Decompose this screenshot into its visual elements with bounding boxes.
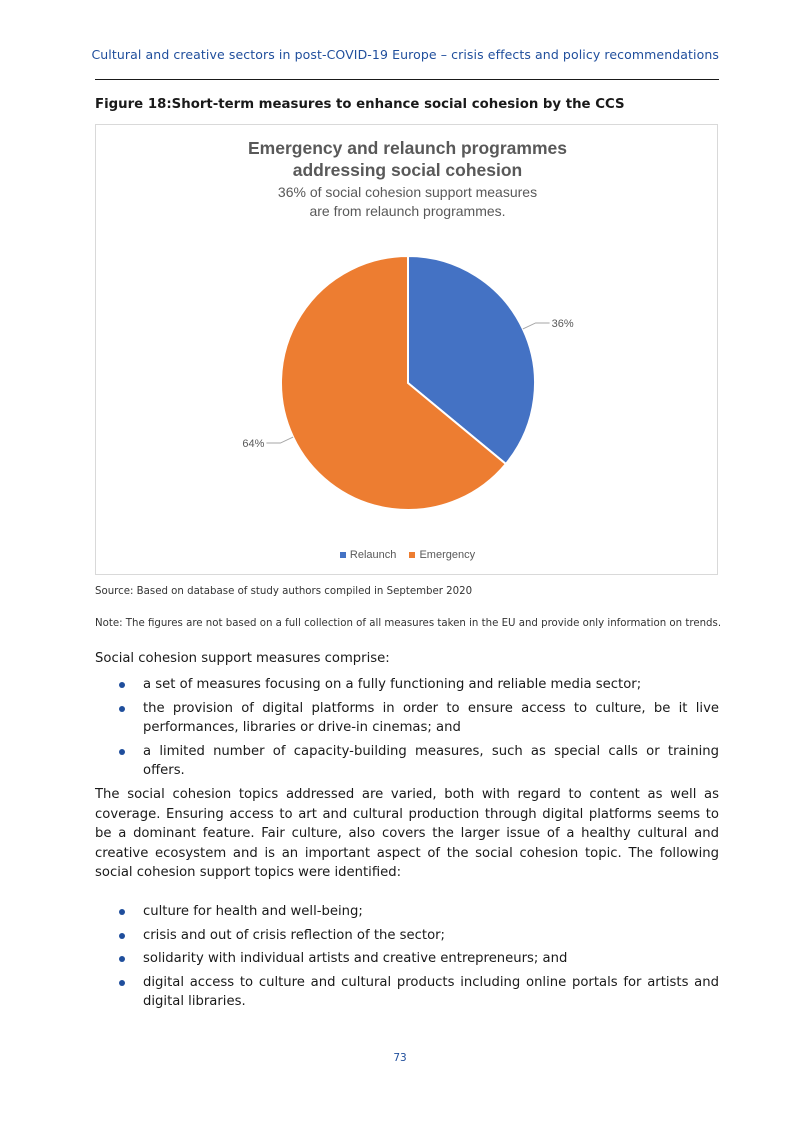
figure-title: Figure 18:Short-term measures to enhance social cohesion by the CCS [95, 97, 625, 112]
section-intro: Social cohesion support measures comprise: [95, 651, 390, 666]
list-item: culture for health and well-being; [95, 902, 719, 922]
page-number: 73 [393, 1052, 407, 1064]
data-label-leader-emergency [266, 437, 293, 443]
list-item: the provision of digital platforms in order to ensure access to culture, be it live performances, libraries or drive-in cinemas; and [95, 699, 719, 738]
legend-item-relaunch [340, 549, 396, 561]
body-paragraph: The social cohesion topics addressed are varied, both with regard to content as well as coverage. Ensuring access to art and cultural production through digital platforms seems to be a dominant feature. Fair culture, also covers the larger issue of a healthy cultural and creative ecosystem and is an important aspect of the social cohesion topic. The following social cohesion support topics were identified: [95, 787, 719, 880]
chart-frame [95, 124, 718, 575]
list-item: a set of measures focusing on a fully functioning and reliable media sector; [95, 675, 719, 695]
data-label-relaunch: 36% [551, 317, 574, 330]
list-item: a limited number of capacity-building measures, such as special calls or training offers. [95, 742, 719, 781]
chart-title-line-2: addressing social cohesion [292, 160, 523, 180]
figure-note: Note: The figures are not based on a full collection of all measures taken in the EU and provide only information on trends. [95, 618, 722, 629]
figure-source: Source: Based on database of study authors compiled in September 2020 [95, 586, 473, 597]
legend-swatch-emergency [409, 552, 415, 558]
running-header: Cultural and creative sectors in post-COVID-19 Europe – crisis effects and policy recommendations [91, 47, 719, 62]
legend-item-emergency [409, 549, 475, 561]
pie-chart [96, 125, 719, 576]
header-divider [95, 79, 719, 80]
list-item: crisis and out of crisis reflection of the sector; [95, 926, 719, 946]
measures-list [95, 675, 719, 785]
list-item: solidarity with individual artists and creative entrepreneurs; and [95, 949, 719, 969]
chart-subtitle-line-1: 36% of social cohesion support measures [277, 184, 538, 200]
legend-label-relaunch: Relaunch [349, 549, 397, 561]
list-item: digital access to culture and cultural products including online portals for artists and digital libraries. [95, 973, 719, 1012]
chart-title-line-1: Emergency and relaunch programmes [248, 138, 567, 158]
chart-subtitle-line-2: are from relaunch programmes. [309, 203, 506, 219]
topics-list [95, 902, 719, 1016]
legend-label-emergency: Emergency [419, 549, 476, 561]
chart-legend [96, 549, 719, 561]
data-label-emergency: 64% [242, 438, 265, 451]
data-label-leader-relaunch [523, 323, 550, 329]
legend-swatch-relaunch [340, 552, 346, 558]
